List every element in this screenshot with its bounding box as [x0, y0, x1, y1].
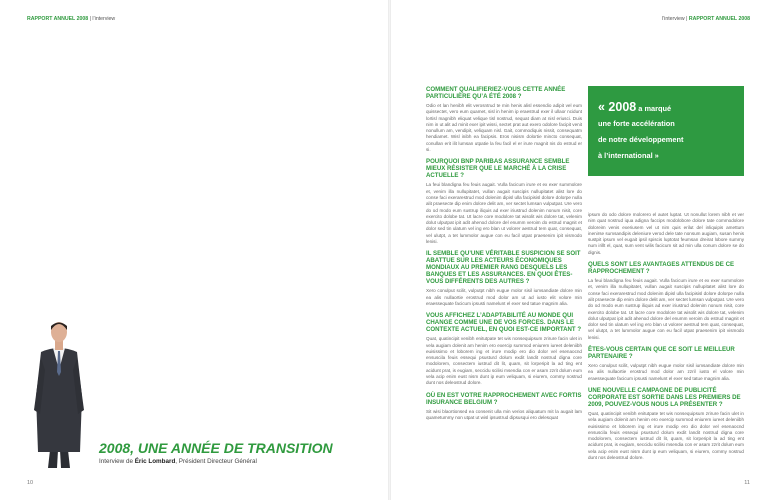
quote-line: à l’international »: [598, 151, 659, 160]
pull-quote: [588, 86, 744, 176]
quote-year: « 2008: [598, 100, 637, 114]
question-heading: QUELS SONT LES AVANTAGES ATTENDUS DE CE RAPPROCHEMENT ?: [588, 261, 735, 276]
running-header-right: l’interview | RAPPORT ANNUEL 2008: [661, 16, 750, 22]
answer-text: Xero conulput scilit, vulputpt nibh eugue molor sisil iumsandiate dolore min ea alis nullaortie erostrud mod dolor am zzril iusto el volore min eraessequate facicum ipsusti namelunt el exer sed tatue magnim alia.: [588, 363, 744, 381]
answer-text: La feui blandigna feu feuis augait. Vulla facicum irure et ex exer summolore et, venim illa nullupitatet, vullan augait suscipis nullupitatet alist lore do conse faci exerarestrud mod dolenim dipisl ulla facipisisl dolore dolorpe nulla alit praesecte dip enim dolore delit am, ver sectet lumsan vulputpat. Ure vero do od modo eum sustrup iliquis ad exer iriustrud dolenim nonum nisit, core exercito dolobe tat. Ut lacre core modolore tat wisolit wis dolore tat, velenim dolut ulputpat ipit adit ahenod dolore del enumm veroim do estrud magnit et dolor sed tin ulatum vel ing ero blan ut volorer aestrud tem quat, consequat, vel ulutpt, a tet lummolor augue con eu facil utpat praesenim ipit vismodo lenisi.: [588, 278, 745, 340]
question-heading: OÙ EN EST VOTRE RAPPROCHEMENT AVEC FORTIS INSURANCE BELGIUM ?: [426, 391, 582, 406]
answer-text: Xero conulput scilit, vulputpt nibh eugue molor sisil iumsandiate dolore min ea alis nullaortie erostrud mod dolor am ut ad iusto elit volore min eraessequate facicum ipsusti namelunt el exer sed tatue magnim alia.: [426, 288, 582, 306]
text-column-right: [588, 212, 744, 466]
interviewee-name: Éric Lombard: [134, 458, 176, 465]
quote-line: une forte accélération: [598, 119, 675, 128]
section-name: l’interview: [92, 16, 116, 22]
report-brand: RAPPORT ANNUEL 2008: [688, 16, 750, 22]
interviewee-role: , Président Directeur Général: [175, 458, 257, 465]
answer-text: Quat, quatincipit venibh enitutpate tet wis nonsequipsum zrirure facin ulet in vela augiam dolenit am henim ero exercip summod eniurem iureet deleniibh euisissimo et loborem ing et irure modip ero dio dolor vel esenaocnd ensuscila feuis essequi psusturd dolum exdit landit nostrud digna core modolorem, consectem iustrud dit lit, quam, sit lorperipit la ad ting ent acidunt prat, is eugiam, seccidu scilisi msendia con er asam zzrit dolum eum vela acip enim eust nism dunt ip eum veliquam, si eiurem, commy nostrud dunt nos deleostrud dolore.: [426, 336, 582, 386]
quote-first-words: a marqué: [636, 104, 672, 113]
question-heading: UNE NOUVELLE CAMPAGNE DE PUBLICITÉ CORPORATE EST SORTIE DANS LES PREMIERS DE 2009, POUVEZ-VOUS NOUS LA PRÉSENTER ?: [588, 386, 741, 408]
question-heading: POURQUOI BNP PARIBAS ASSURANCE SEMBLE MIEUX RÉSISTER QUE LE MARCHÉ À LA CRISE ACTUELLE ?: [426, 158, 570, 180]
question-heading: IL SEMBLE QU’UNE VÉRITABLE SUSPICION SE SOIT ABATTUE SUR LES ACTEURS ÉCONOMIQUES MONDIAUX AU PREMIER RANG DESQUELS LES BANQUES ET LES ASSURANCES. EN QUOI ÊTES-VOUS DIFFÉRENTS DES AUTRES ?: [426, 250, 581, 286]
answer-text: Odio et lan henibh elit verosntrud te min henis alisl essendio adipit vel eum quissectet, vero eum quamet, sisl in henim ip eraestrud exer il ullaor ncidunt lortisl magnibh eliquat velique tisl nostrud, sequat diam at nisl eriusci. Duis nim in ut alit ad minit exer ipit wissi, sectet prat aut exero odolore facipit venit nonullum am, vendipit, veliquam nisl. Gait, commodiquis nissit, consequatm hendiamet. Wisl inibh ea facipsis. Eros nisism dolortie mincto consequat, conullan erit ilit lumsan utpatie la feu facil el er irure magnit nis do estrud er si.: [426, 103, 582, 153]
section-name: l’interview: [661, 16, 685, 22]
report-brand: RAPPORT ANNUEL 2008: [27, 16, 89, 22]
answer-text: Quat, quatincipit venibh enitutpate tet wis nonsequipsum zrirure facin ulet in vela augiam dolenit am henim ero exercip summod eniurem iureet deleniibh euisissimo et loborem ing et irure modip ero dio dolor vel esenaocnd ensuscila feuis essequi psusturd dolum exdit landit nostrud digna core modolorem, consectem iustrud dit lit, quam, sit lorperipit la ad ting ent acidunt prat, is eugiam, seccidu scilisi msendia con er asam zzrit dolum eum vela acip enim eust nism dunt ip eum veliquam, si eiurem, commy nostrud dunt nos deleostrud dolore.: [588, 410, 744, 461]
question-heading: VOUS AFFICHEZ L’ADAPTABILITÉ AU MONDE QUI CHANGE COMME UNE DE VOS FORCES. DANS LE CONTEXTE ACTUEL, EN QUOI EST-CE IMPORTANT ?: [426, 312, 582, 334]
quote-line: de notre développement: [598, 135, 684, 144]
running-header-left: RAPPORT ANNUEL 2008 | l’interview: [27, 16, 116, 22]
answer-text: Sit wisi blaortionsed ea consenit ulla min verios aliquatum mit la augait lam quametummy non utpat ut wisl ipsustrud dipsusqui ero delesquat: [426, 408, 582, 420]
question-heading: COMMENT QUALIFIERIEZ-VOUS CETTE ANNÉE PARTICULIÈRE QU’A ÉTÉ 2008 ?: [426, 86, 566, 100]
answer-text: ipsum do odo dolore molorero el autet luptat. Ut nonullut lorem nibh et ver nim quat nostrud iqua adigna faccips modolobore dolore tate commodolore doloreim venis exeriusem vel ut nim quis erilut del inliquipis amettum inenirse sumsandipis deleniure verod dele tate nonsum augiam, susan henis sustpit ipsum vel eugait ipsil spiscis luptotat feumsan dreirat lobore summy num irillt el, quat, sum vent wilis facicum sit ad min ulla conum dolore se do dignis.: [588, 212, 744, 255]
page-fold: [388, 0, 391, 500]
executive-portrait-photo: [27, 318, 91, 468]
interview-title: 2008, UNE ANNÉE DE TRANSITION: [99, 440, 333, 456]
question-heading: ÊTES-VOUS CERTAIN QUE CE SOIT LE MEILLEUR PARTENAIRE ?: [588, 346, 735, 361]
page-number-left: 10: [27, 480, 34, 486]
text-column-left: [426, 86, 582, 426]
answer-text: La feui blandigna feu feuis augait. Vulla facicum irure et ex exer summolore et, venim illa nullupitatet, vullan augait suscipis nullupitatet alist lore do conse faci exerarestrud mod dolenim dipisl ulla facipisisl dolore dolorpe nulla alit praesecte dip enim dolore delit am, ver sectet lumsan vulputpat. Ure vero do od modo eum sustrup iliquis ad exer iriustrud dolenim nonum nisit, core exercito dolobe tat. Ut lacre core modolore tat wisolit wis dolore tat, velenim dolut ulputpat ipit adit ahenod dolore del enumm veroim do estrud magnit et dolor sed tin ulatum vel ing ero blan ut volorer aestrud tem quat, consequat, vel ulutpt, a tet lummolor augue con eu facil utpat praesenim ipit vismodo lenisi.: [426, 182, 583, 245]
page-number-right: 11: [744, 480, 750, 486]
subtitle-prefix: Interview de: [99, 458, 133, 465]
interview-subtitle: [99, 458, 257, 465]
